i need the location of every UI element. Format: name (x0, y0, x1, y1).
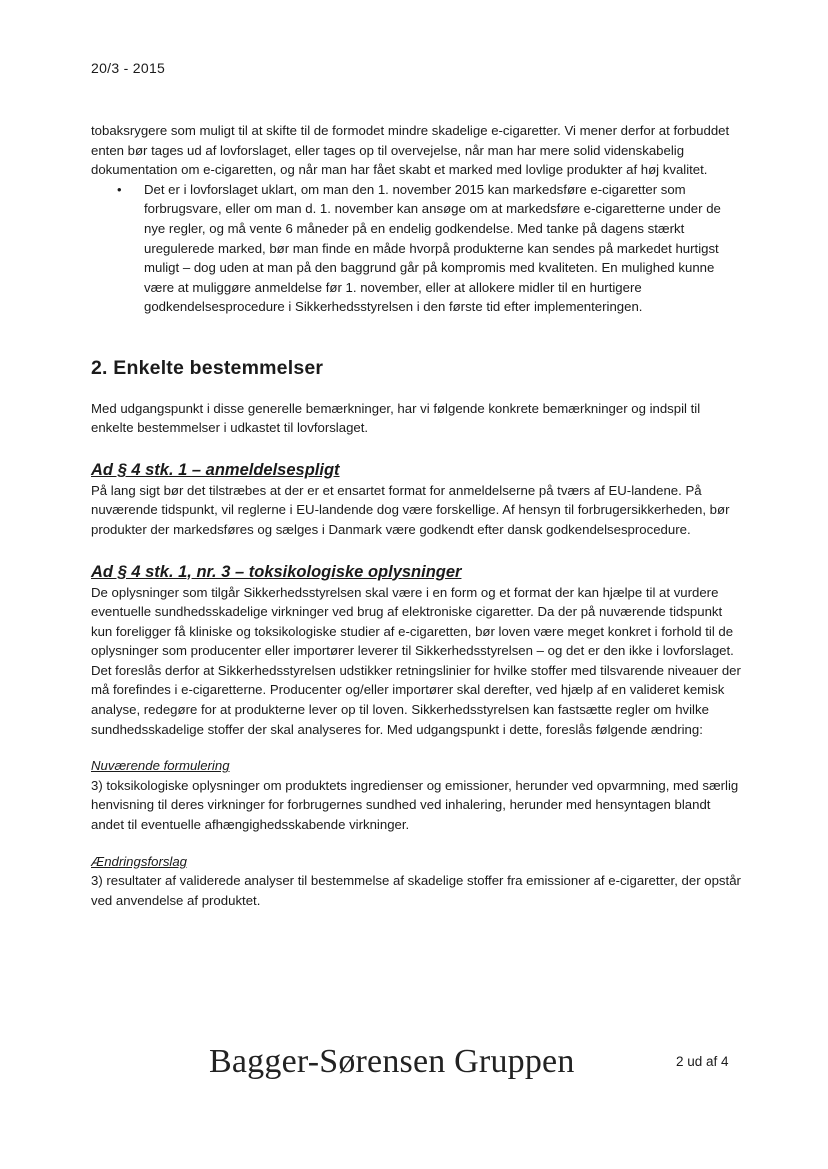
bullet-item (117, 180, 741, 317)
current-wording-label: Nuværende formulering (91, 758, 230, 774)
subsection-heading-toksikologiske: Ad § 4 stk. 1, nr. 3 – toksikologiske oplysninger (91, 562, 462, 581)
proposal-text: 3) resultater af validerede analyser til bestemmelse af skadelige stoffer fra emissioner af e-cigaretter, der opstår ved anvendelse af produktet. (91, 873, 741, 908)
company-logo: Bagger-Sørensen Gruppen (209, 1043, 575, 1080)
section-intro: Med udgangspunkt i disse generelle bemærkninger, har vi følgende konkrete bemærkninger og indspil til enkelte bestemmelser i udkastet til lovforslaget. (91, 400, 701, 436)
subsection-heading-anmeldelsespligt: Ad § 4 stk. 1 – anmeldelsespligt (91, 460, 340, 479)
subsection-text-toksikologiske: De oplysninger som tilgår Sikkerhedsstyrelsen skal være i en form og et format der kan hjælpe til at vurdere eventuelle sundhedsskadelige virkninger ved brug af elektroniske cigaretter. Da der på nuværende tidspunkt kun foreligger få kliniske og toksikologiske studier af e-cigaretten, bør loven være meget konkret i forhold til de oplysninger som producenter eller importører leverer til Sikkerhedsstyrelsen – og det er den ikke i lovforslaget. Det foreslås derfor at Sikkerhedsstyrelsen udstikker retningslinier for hvilke stoffer med tilsvarende niveauer der må forefindes i e-cigaretterne. Producenter og/eller importører skal derefter, ved hjælp af en valideret kemisk analyse, redegøre for at produkterne lever op til loven. Sikkerhedsstyrelsen kan fastsætte regler om hvilke sundhedsskadelige stoffer der skal analyseres for. Med udgangspunkt i dette, foreslås følgende ændring: (91, 584, 741, 737)
subsection-text-anmeldelsespligt: På lang sigt bør det tilstræbes at der er et ensartet format for anmeldelserne på tværs af EU-landene. På nuværende tidspunkt, vil reglerne i EU-landende dog være forskellige. Af hensyn til forbrugersikkerheden, bør produkter der markedsføres og sælges i Danmark være godkendt efter dansk godkendelsesprocedure. (91, 482, 730, 537)
document-body (91, 121, 741, 910)
page-number: 2 ud af 4 (676, 1054, 729, 1069)
current-wording-text: 3) toksikologiske oplysninger om produktets ingredienser og emissioner, herunder ved opvarmning, med særlig henvisning til deres virkninger for forbrugernes sundhed ved inhalering, herunder med hensyntagen blandt andet til eventuelle afhængighedsskabende virkninger. (91, 777, 739, 833)
bullet-text: Det er i lovforslaget uklart, om man den 1. november 2015 kan markedsføre e-cigaretter som forbrugsvare, eller om man d. 1. november kan ansøge om at markedsføre e-cigaretterne under de nye regler, og må vente 6 måneder på en endelig godkendelse. Med tanke på dagens stærkt uregulerede marked, bør man finde en måde hvorpå produkterne kan sendes på markedet hurtigst muligt – dog uden at man på den baggrund går på kompromis med kvaliteten. En mulighed kunne være at muliggøre anmeldelse før 1. november, eller at allokere midler til en hurtigere godkendelsesprocedure i Sikkerhedsstyrelsen i den første tid efter implementeringen. (144, 181, 721, 315)
section-heading: 2. Enkelte bestemmelser (91, 356, 324, 379)
bullet-icon: • (117, 181, 122, 197)
document-date: 20/3 - 2015 (91, 60, 166, 76)
intro-continuation-paragraph: tobaksrygere som muligt til at skifte til de formodet mindre skadelige e-cigaretter. Vi mener derfor at forbuddet enten bør tages ud af lovforslaget, eller tages op til overvejelse, når man har mere solid videnskabelig dokumentation om e-cigaretten, og når man har fået skabt et marked med lovlige produkter af høj kvalitet. (91, 123, 730, 178)
proposal-label: Ændringsforslag (91, 853, 188, 869)
